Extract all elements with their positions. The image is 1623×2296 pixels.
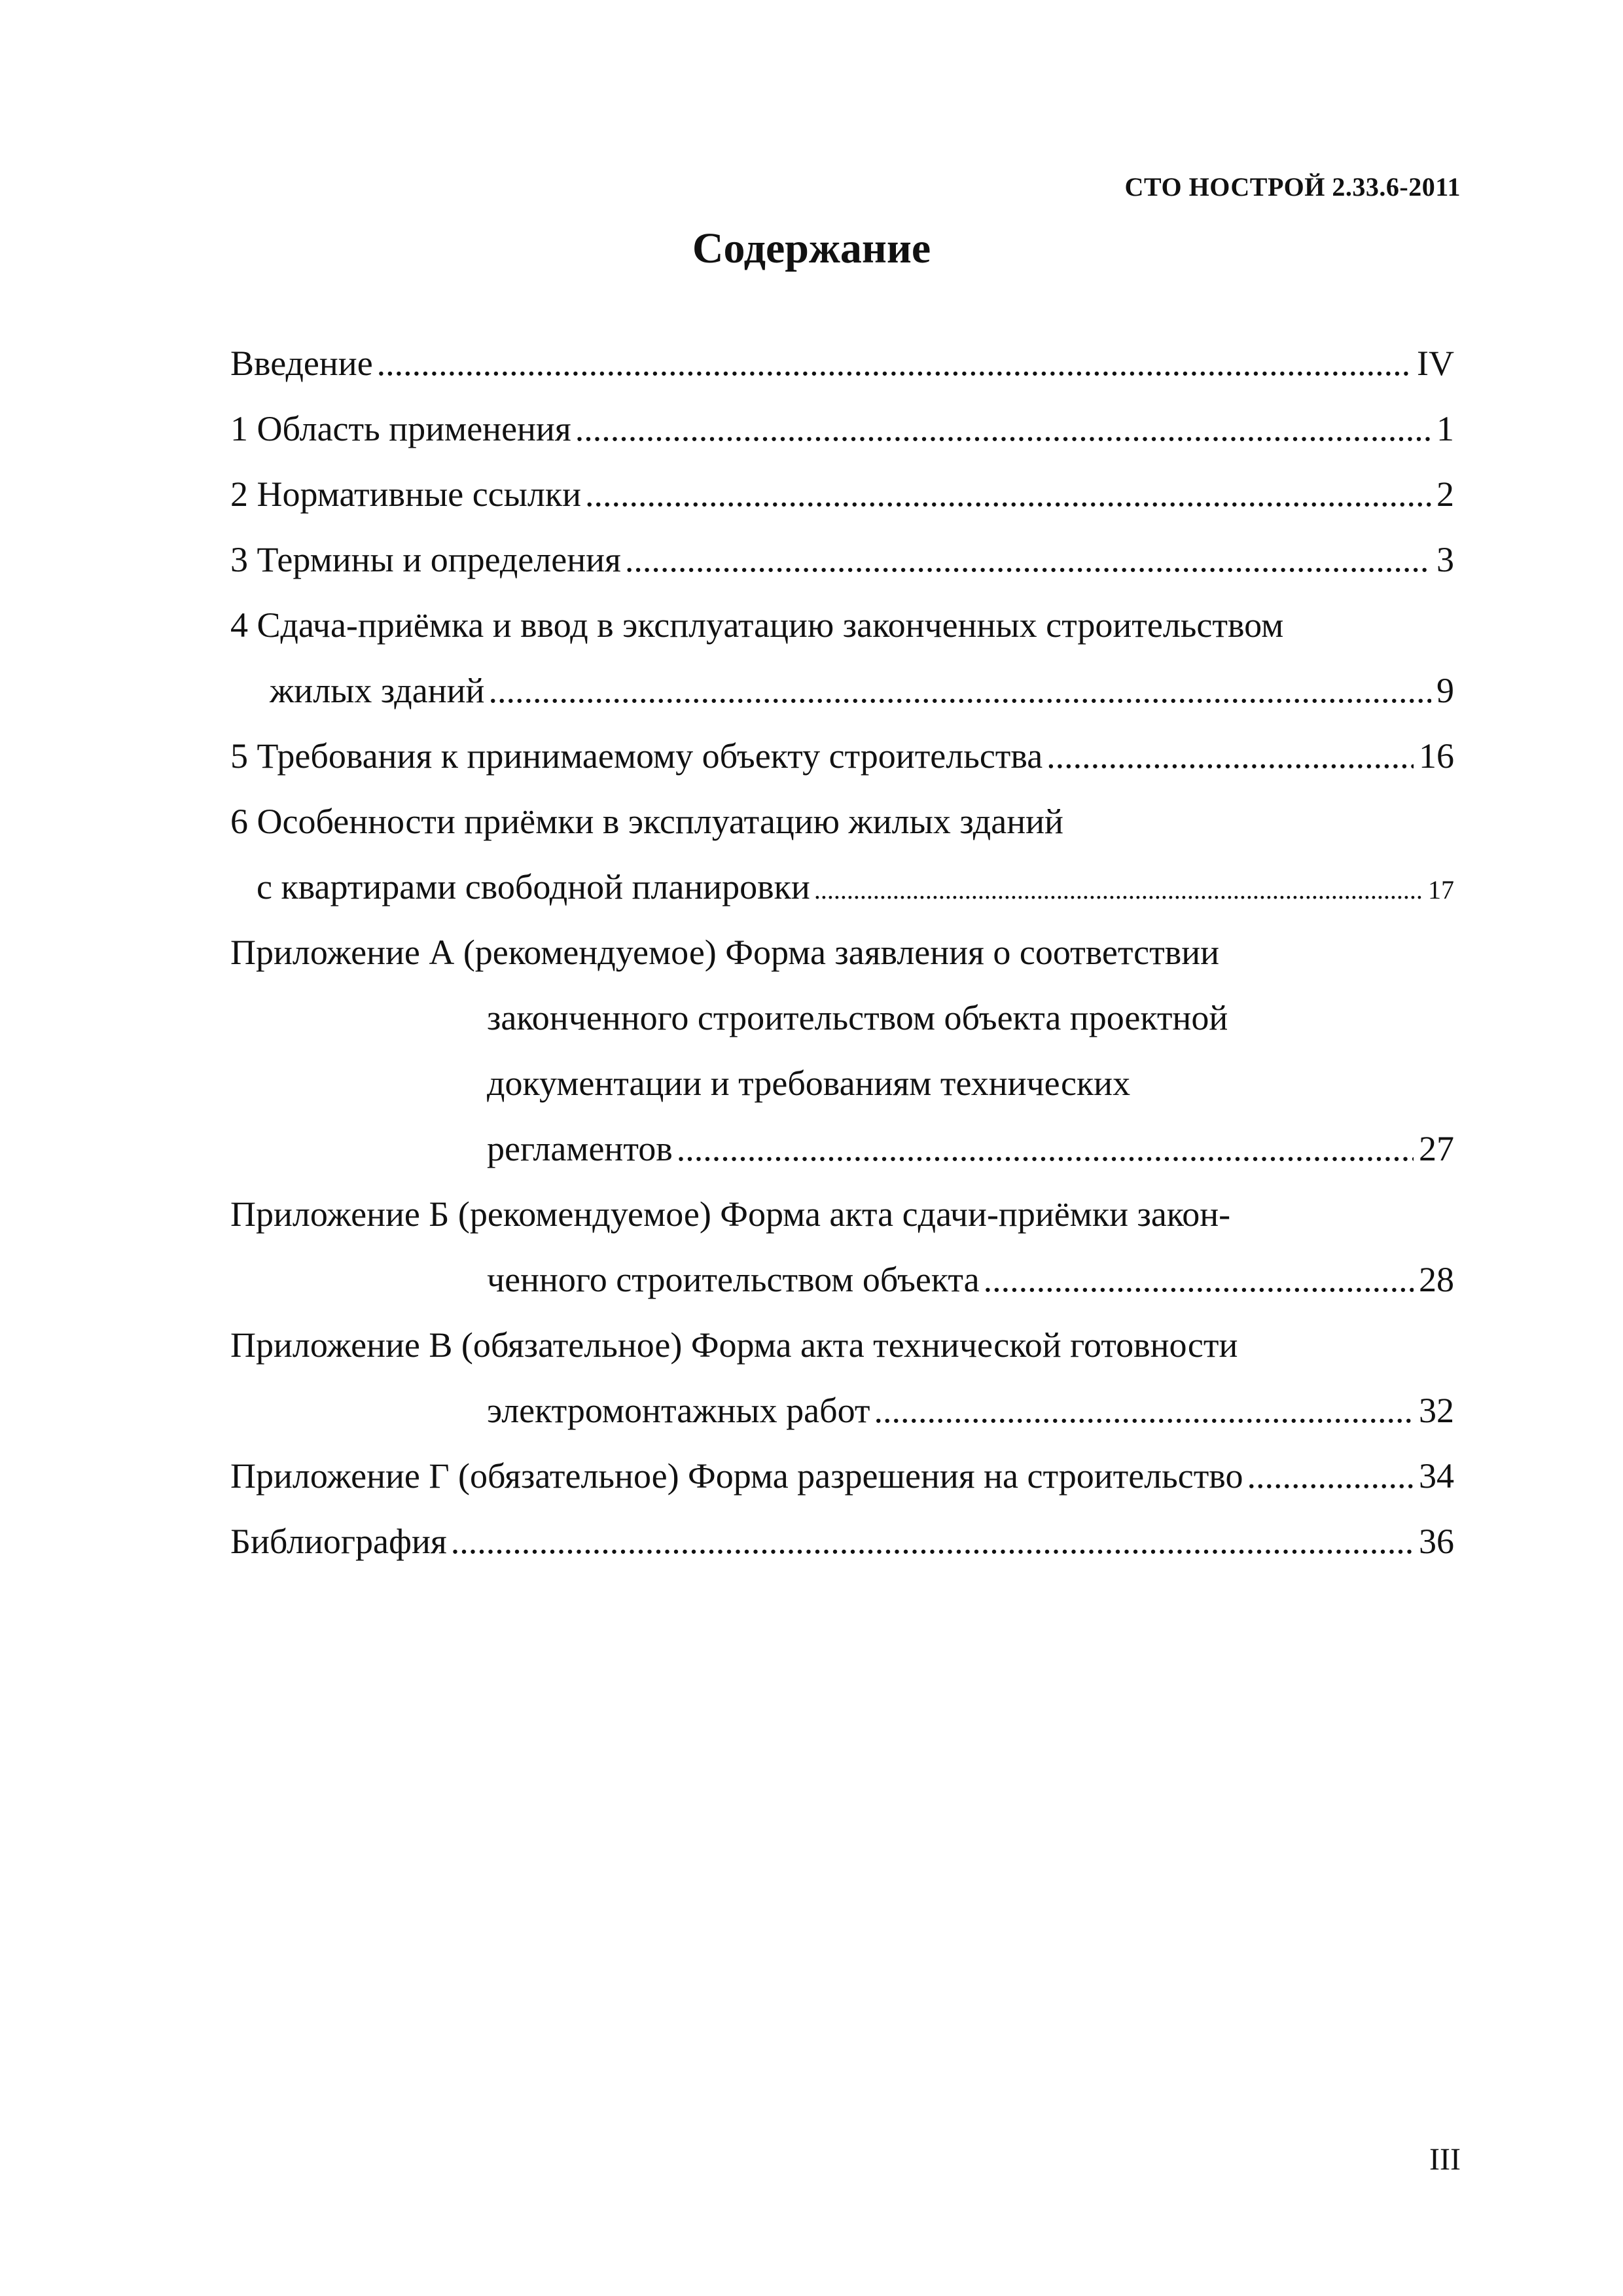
toc-page-number: 28 [1419,1260,1454,1299]
toc-leader-dots [488,658,1431,723]
toc-entry-label: Приложение Б (рекомендуемое) Форма акта сдачи-приёмки закон- [230,1194,1231,1234]
toc-entry-label: 4 Сдача-приёмка и ввод в эксплуатацию законченных строительством [230,605,1284,645]
toc-entry-label: Приложение Г (обязательное) Форма разрешения на строительство [230,1456,1243,1496]
toc-entry-label: ченного строительством объекта [487,1260,980,1299]
toc-entry-appendix-a-line1[interactable] [230,920,1454,985]
toc-entry-label: 1 Область применения [230,409,571,448]
toc-page-number: 2 [1436,475,1454,514]
toc-page-number: 3 [1436,540,1454,579]
document-code: СТО НОСТРОЙ 2.33.6-2011 [1124,172,1461,202]
toc-entry-appendix-a-line4[interactable] [230,1116,1454,1181]
toc-leader-dots [575,396,1431,461]
page-number: III [1429,2142,1461,2177]
toc-leader-dots [1247,1443,1414,1509]
toc-leader-dots [585,461,1431,527]
page-title: Содержание [692,224,931,272]
toc-entry-label: с квартирами свободной планировки [257,867,810,906]
toc-page-number: 17 [1428,875,1454,905]
toc-entry-label: 3 Термины и определения [230,540,621,579]
toc-entry-label: Приложение В (обязательное) Форма акта технической готовности [230,1325,1238,1365]
toc-entry-appendix-b-line1[interactable] [230,1181,1454,1247]
toc-leader-dots [1046,723,1414,789]
toc-entry-appendix-g[interactable] [230,1443,1454,1509]
toc-entry-label: законченного строительством объекта проектной [487,998,1228,1037]
toc-leader-dots [451,1509,1414,1574]
toc-entry-appendix-v-line1[interactable] [230,1312,1454,1378]
toc-entry-label: Приложение А (рекомендуемое) Форма заявления о соответствии [230,933,1219,972]
toc-page-number: IV [1417,344,1454,383]
toc-entry-bibliography[interactable] [230,1509,1454,1574]
toc-entry-label: регламентов [487,1129,673,1168]
toc-entry-section-6-line1[interactable] [230,789,1454,854]
toc-entry-section-1[interactable] [230,396,1454,461]
toc-entry-appendix-v-line2[interactable] [230,1378,1454,1443]
toc-page-number: 16 [1419,736,1454,776]
toc-leader-dots [814,857,1423,923]
toc-page-number: 9 [1436,671,1454,710]
toc-entry-section-2[interactable] [230,461,1454,527]
toc-entry-section-4-line1[interactable] [230,592,1454,658]
toc-entry-label: жилых зданий [270,671,485,710]
toc-entry-label: Введение [230,344,373,383]
toc-entry-section-5[interactable] [230,723,1454,789]
toc-entry-label: 5 Требования к принимаемому объекту строительства [230,736,1043,776]
toc-leader-dots [984,1247,1414,1312]
toc-entry-label: электромонтажных работ [487,1391,870,1430]
toc-entry-section-3[interactable] [230,527,1454,592]
toc-entry-intro[interactable] [230,331,1454,396]
toc-leader-dots [377,331,1412,396]
toc-entry-section-4-line2[interactable] [230,658,1454,723]
toc-entry-label: документации и требованиям технических [487,1064,1131,1103]
toc-entry-label: 2 Нормативные ссылки [230,475,581,514]
toc-entry-appendix-a-line3[interactable] [230,1050,1454,1116]
toc-page-number: 1 [1436,409,1454,448]
toc-page-number: 32 [1419,1391,1454,1430]
toc-entry-appendix-a-line2[interactable] [230,985,1454,1050]
table-of-contents [230,331,1454,1574]
toc-leader-dots [625,527,1431,592]
toc-page-number: 36 [1419,1522,1454,1561]
toc-page-number: 34 [1419,1456,1454,1496]
toc-entry-label: Библиография [230,1522,447,1561]
toc-entry-appendix-b-line2[interactable] [230,1247,1454,1312]
toc-entry-section-6-line2[interactable] [230,854,1454,920]
toc-entry-label: 6 Особенности приёмки в эксплуатацию жилых зданий [230,802,1063,841]
toc-page-number: 27 [1419,1129,1454,1168]
toc-leader-dots [874,1378,1414,1443]
toc-leader-dots [677,1116,1414,1181]
